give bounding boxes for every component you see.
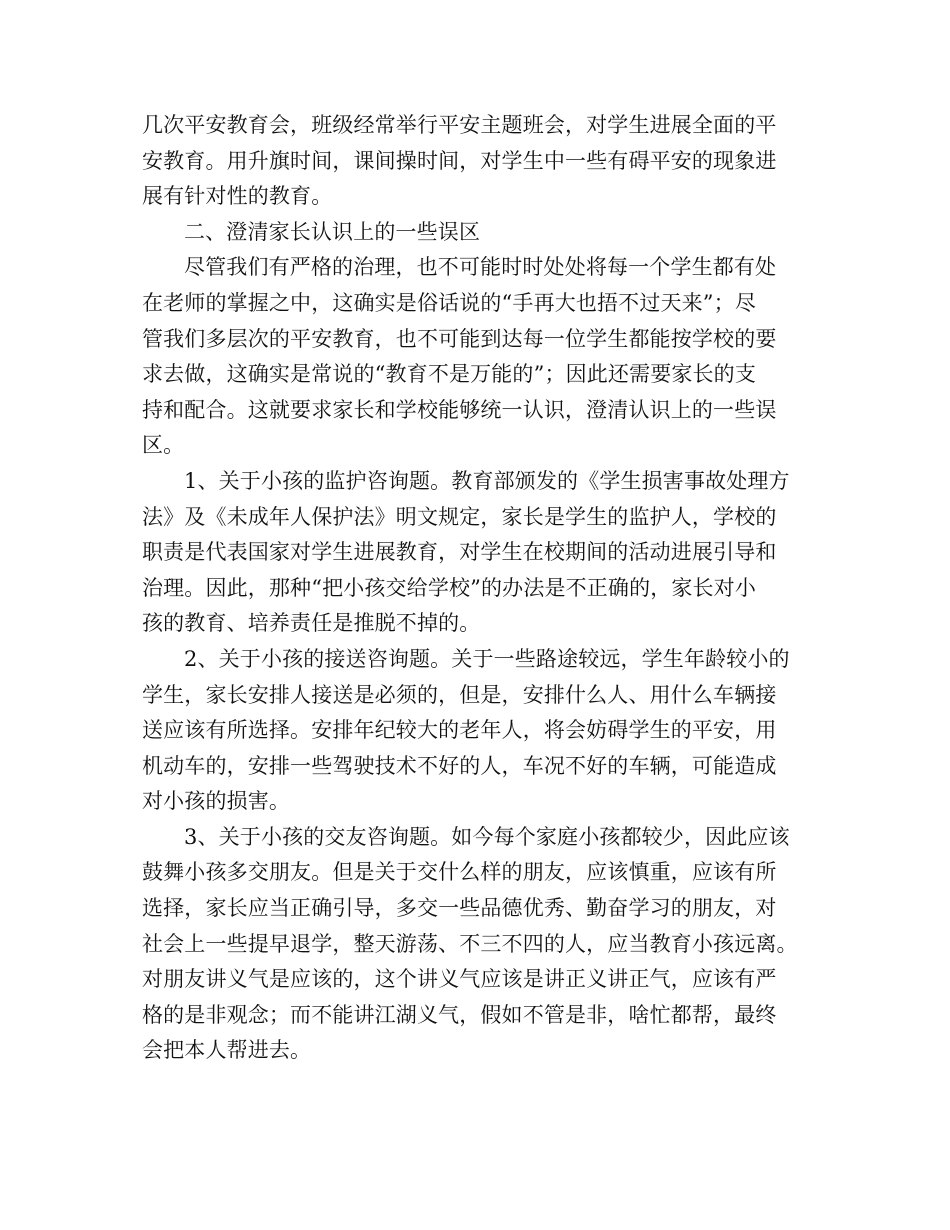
text-line: 区。	[142, 433, 185, 458]
text-line: 求去做，这确实是常说的“教育不是万能的”；因此还需要家长的支	[142, 362, 756, 387]
text-line: 治理。因此，那种“把小孩交给学校”的办法是不正确的，家长对小	[142, 575, 756, 600]
text-line: 对小孩的损害。	[142, 789, 291, 814]
text-line: 学生，家长安排人接送是必须的，但是，安排什么人、用什么车辆接	[142, 682, 777, 707]
text-line: 2、关于小孩的接送咨询题。关于一些路途较远，学生年龄较小的	[184, 646, 790, 671]
text-line: 会把本人帮进去。	[142, 1038, 312, 1063]
document-page	[142, 108, 822, 1069]
text-line: 几次平安教育会，班级经常举行平安主题班会，对学生进展全面的平	[142, 113, 777, 137]
text-line: 3、关于小孩的交友咨询题。如今每个家庭小孩都较少，因此应该	[184, 824, 790, 849]
text-line: 法》及《未成年人保护法》明文规定，家长是学生的监护人，学校的	[142, 504, 777, 529]
text-line: 社会上一些提早退学，整天游荡、不三不四的人，应当教育小孩远离。	[142, 931, 798, 956]
text-line: 安教育。用升旗时间，课间操时间，对学生中一些有碍平安的现象进	[142, 148, 777, 173]
text-line: 送应该有所选择。安排年纪较大的老年人，将会妨碍学生的平安，用	[142, 718, 777, 743]
text-line: 孩的教育、培养责任是推脱不掉的。	[142, 611, 481, 636]
text-line: 尽管我们有严格的治理，也不可能时时处处将每一个学生都有处	[184, 255, 777, 280]
text-line: 对朋友讲义气是应该的，这个讲义气应该是讲正义讲正气，应该有严	[142, 967, 777, 992]
text-line: 机动车的，安排一些驾驶技术不好的人，车况不好的车辆，可能造成	[142, 753, 777, 778]
text-line: 鼓舞小孩多交朋友。但是关于交什么样的朋友，应该慎重，应该有所	[142, 860, 777, 885]
text-line: 管我们多层次的平安教育，也不可能到达每一位学生都能按学校的要	[142, 326, 777, 351]
text-line: 在老师的掌握之中，这确实是俗话说的“手再大也捂不过天来”；尽	[142, 290, 756, 315]
text-line: 二、澄清家长认识上的一些误区	[184, 219, 481, 244]
text-line: 1、关于小孩的监护咨询题。教育部颁发的《学生损害事故处理方	[184, 468, 790, 493]
text-line: 持和配合。这就要求家长和学校能够统一认识，澄清认识上的一些误	[142, 397, 777, 422]
text-line: 展有针对性的教育。	[142, 184, 333, 209]
text-line: 格的是非观念；而不能讲江湖义气，假如不管是非，啥忙都帮，最终	[142, 1002, 777, 1027]
text-line: 职责是代表国家对学生进展教育，对学生在校期间的活动进展引导和	[142, 540, 777, 565]
text-line: 选择，家长应当正确引导，多交一些品德优秀、勤奋学习的朋友，对	[142, 896, 777, 921]
